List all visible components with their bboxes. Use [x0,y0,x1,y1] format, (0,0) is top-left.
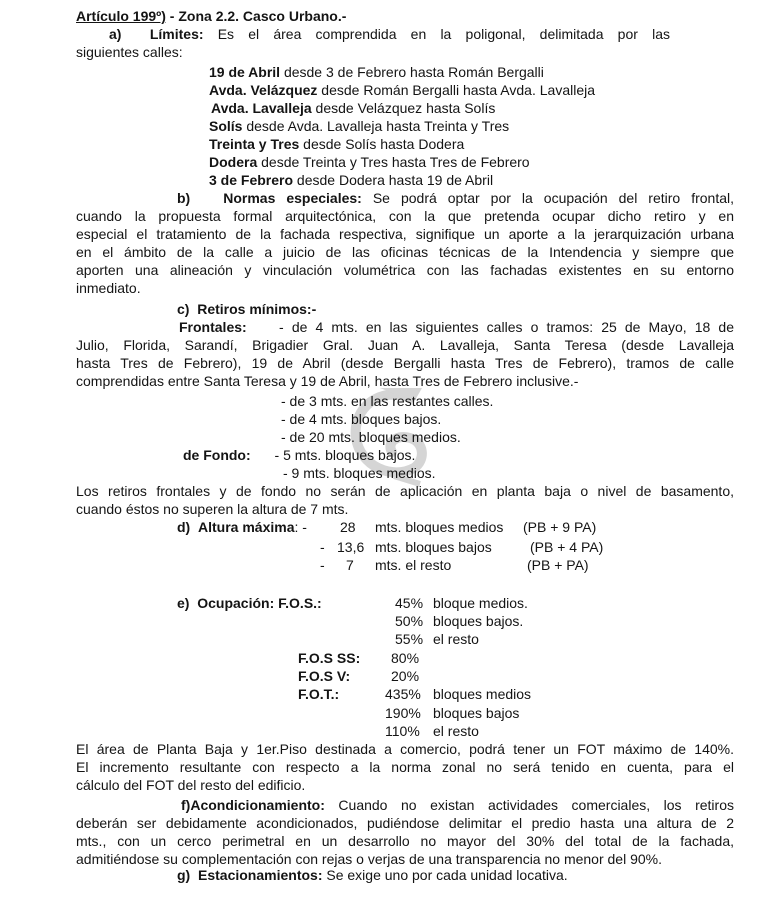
front-setback-label: Frontales: [179,319,247,335]
street-line: Dodera desde Treinta y Tres hasta Tres de Febrero [209,154,530,170]
height-unit: mts. bloques bajos [375,539,492,555]
fot-label: F.O.T.: [298,686,340,702]
height-heading: Altura máxima [198,519,295,535]
occupation-note-line: cálculo del FOT del resto del edificio. [76,777,306,793]
occupation-heading: e) Ocupación: F.O.S.: [177,595,322,611]
article-title: Artículo 199º) [76,8,166,24]
height-dash: - [320,539,325,555]
front-setback-first-line: Frontales: - de 4 mts. en las siguientes calles o tramos: 25 de Mayo, 18 de [179,319,734,335]
fot-pct: 110% [385,723,420,739]
occupation-note-line: El área de Planta Baja y 1er.Piso destinada a comercio, podrá tener un FOT máximo de 140%. [76,741,734,757]
height-unit: mts. el resto [375,557,452,573]
height-code: (PB + 4 PA) [530,539,604,555]
fot-desc: el resto [433,723,479,739]
conditioning-line: admitiéndose su complementación con rejas o verjas de una transparencia no menor del 90%. [76,851,663,867]
fos-pct: 45% [395,595,424,611]
occupation-note-line: El incremento resultante con respecto a la norma zonal no será tenido en cuenta, para el [76,759,734,775]
fos-v-label: F.O.S V: [298,668,351,684]
special-rules-line: inmediato. [76,280,141,296]
fos-ss-value: 80% [391,650,420,666]
fot-desc: bloques bajos [433,705,520,721]
height-dash: - [320,557,325,573]
height-code: (PB + 9 PA) [523,519,597,535]
special-rules-line: cuando la propuesta formal arquitectónica, con la que pretenda ocupar dicho retiro y en [76,208,734,224]
rear-setback-line: - 9 mts. bloques medios. [283,465,436,481]
height-unit: mts. bloques medios [375,519,504,535]
conditioning-first-line: f)Acondicionamiento: Cuando no existan actividades comerciales, los retiros [181,797,734,813]
limits-intro: a) Límites: Es el área comprendida en la poligonal, delimitada por las [109,26,670,42]
height-row: d) Altura máxima: - [177,519,307,535]
fos-desc: el resto [433,631,479,647]
street-line: Solís desde Avda. Lavalleja hasta Treinta y Tres [209,118,510,134]
setbacks-heading: c) Retiros mínimos:- [177,301,317,317]
fot-pct: 435% [385,686,421,702]
zone-title: - Zona 2.2. Casco Urbano.- [165,8,347,24]
street-line: 19 de Abril desde 3 de Febrero hasta Román Bergalli [209,64,544,80]
street-line: 3 de Febrero desde Dodera hasta 19 de Abril [209,172,494,188]
front-setback-line: hasta Tres de Febrero), 19 de Abril (desde Bergalli hasta Tres de Febrero), tramos de calle [76,355,734,371]
height-value: 13,6 [337,539,365,555]
street-line: Treinta y Tres desde Solís hasta Dodera [209,136,465,152]
setbacks-note-line: Los retiros frontales y de fondo no serán de aplicación en planta baja o nivel de basamento, [76,483,734,499]
fos-desc: bloques bajos. [433,613,524,629]
height-value: 28 [340,519,356,535]
special-rules-first-line: b) Normas especiales: Se podrá optar por la ocupación del retiro frontal, [177,190,734,206]
conditioning-line: mts., con un cerco perimetral en un desarrollo no mayor del 30% del total de la fachada, [76,833,734,849]
parking-heading: Estacionamientos: [198,867,323,883]
special-rules-line: aporten una alineación y vinculación volumétrica con las fachadas existentes en su entorno [76,262,734,278]
fos-pct: 50% [395,613,424,629]
parking-line: g) Estacionamientos: Se exige uno por cada unidad locativa. [177,867,568,883]
conditioning-heading: Acondicionamiento: [190,797,325,813]
special-rules-line: en el ámbito de la calle a juicio de las oficinas técnicas de la Intendencia y siempre que [76,244,734,260]
fos-desc: bloque medios. [433,595,528,611]
height-code: (PB + PA) [527,557,589,573]
front-setback-extra: - de 3 mts. en las restantes calles. [281,393,494,409]
front-setback-line: comprendidas entre Santa Teresa y 19 de Abril, hasta Tres de Febrero inclusive.- [76,373,579,389]
height-value: 7 [346,557,354,573]
front-setback-line: Julio, Florida, Sarandí, Brigadier Gral. Juan A. Lavalleja, Santa Teresa (desde Lavalleja [76,337,734,353]
front-setback-extra: - de 4 mts. bloques bajos. [281,411,442,427]
limits-intro-cont: siguientes calles: [76,44,183,60]
street-line: Avda. Velázquez desde Román Bergalli hasta Avda. Lavalleja [209,82,596,98]
rear-setback-label: de Fondo: [183,447,251,463]
setbacks-note-line: cuando éstos no superen la altura de 7 mts. [76,501,349,517]
special-rules-line: especial el tratamiento de la fachada respectiva, signifique un aporte a la jerarquización urbana [76,226,734,242]
fos-ss-label: F.O.S SS: [298,650,361,666]
special-rules-heading: Normas especiales: [223,190,362,206]
conditioning-line: deberán ser debidamente acondicionados, pudiéndose delimitar el predio hasta una altura de 2 [76,815,734,831]
rear-setback-line: de Fondo: - 5 mts. bloques bajos. [183,447,416,463]
article-header [76,7,346,25]
fot-pct: 190% [385,705,421,721]
fos-v-value: 20% [391,668,420,684]
front-setback-extra: - de 20 mts. bloques medios. [281,429,461,445]
limits-heading: Límites: [149,26,204,42]
fot-desc: bloques medios [433,686,532,702]
fos-pct: 55% [395,631,424,647]
street-line: Avda. Lavalleja desde Velázquez hasta Solís [211,100,496,116]
